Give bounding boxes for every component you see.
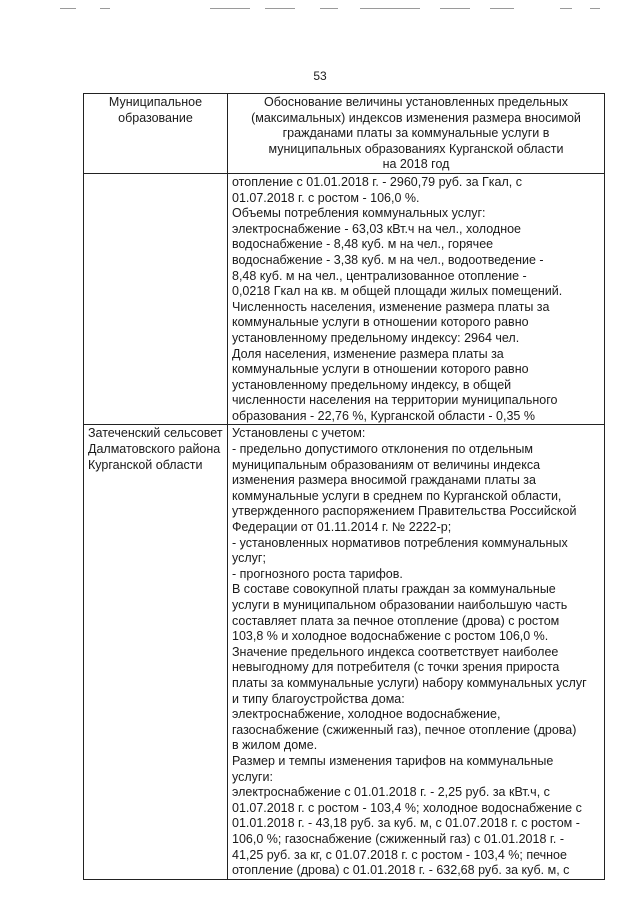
text-line: Численность населения, изменение размера платы за <box>232 299 550 314</box>
municipality-cell-empty <box>84 173 228 425</box>
text-line: Установлены с учетом: <box>232 426 366 441</box>
text-line: Затеченский сельсовет <box>88 426 223 441</box>
justification-cell <box>228 173 605 425</box>
text-line: услуги в муниципальном образовании наибольшую часть <box>232 598 568 612</box>
text-line: - прогнозного роста тарифов. <box>232 566 403 581</box>
text-line: Доля населения, изменение размера платы за <box>232 346 504 361</box>
table-header-row <box>84 94 605 174</box>
text-line: коммунальные услуги в среднем по Курганской области, <box>232 488 562 503</box>
header-col1-line: Муниципальное <box>108 95 203 109</box>
text-line: Объемы потребления коммунальных услуг: <box>232 206 486 221</box>
text-line: В составе совокупной платы граждан за коммунальные <box>232 582 556 597</box>
text-line: Значение предельного индекса соответствует наиболее <box>232 644 559 659</box>
text-line: электроснабжение, холодное водоснабжение, <box>232 707 501 722</box>
text-line: 8,48 куб. м на чел., централизованное отопление - <box>232 268 527 283</box>
header-col2-line: на 2018 год <box>382 157 450 172</box>
text-line: в жилом доме. <box>232 738 318 753</box>
text-line: установленному предельному индексу: 2964 чел. <box>232 330 520 345</box>
text-line: коммунальные услуги в отношении которого равно <box>232 315 529 330</box>
text-line: невыгодному для потребителя (с точки зрения прироста <box>232 660 560 675</box>
text-line: утвержденного распоряжением Правительства Российской <box>232 504 577 519</box>
text-line: 01.07.2018 г. с ростом - 106,0 %. <box>232 190 420 205</box>
justification-cell <box>228 425 605 879</box>
text-line: - установленных нормативов потребления коммунальных <box>232 535 568 550</box>
header-col1-line: образование <box>118 110 193 125</box>
header-col2-line: гражданами платы за коммунальные услуги в <box>282 126 550 141</box>
text-line: установленному предельному индексу, в общей <box>232 377 512 392</box>
header-col2-line: муниципальных образованиях Курганской области <box>268 141 564 156</box>
text-line: электроснабжение - 63,03 кВт.ч на чел., холодное <box>232 221 522 236</box>
text-line: изменения размера вносимой гражданами платы за <box>232 473 536 488</box>
text-line: - предельно допустимого отклонения по отдельным <box>232 442 534 457</box>
header-justification <box>228 94 605 174</box>
text-line: Федерации от 01.11.2014 г. № 2222-р; <box>232 520 452 535</box>
text-line: Курганской области <box>88 457 203 472</box>
text-line: водоснабжение - 3,38 куб. м на чел., водоотведение - <box>232 252 544 267</box>
scan-artifacts <box>60 4 600 14</box>
justification-table <box>83 93 605 880</box>
page-number: 53 <box>313 69 327 83</box>
text-line: 106,0 %; газоснабжение (сжиженный газ) с 01.01.2018 г. - <box>232 831 565 846</box>
text-line: составляет плата за печное отопление (дрова) с ростом <box>232 613 560 628</box>
text-line: услуги: <box>232 769 273 784</box>
text-line: 01.01.2018 г. - 43,18 руб. за куб. м, с 01.07.2018 г. с ростом - <box>232 816 580 831</box>
header-col2-line: Обоснование величины установленных предельных <box>264 95 568 109</box>
text-line: коммунальные услуги в отношении которого равно <box>232 362 529 377</box>
text-line: муниципальным образованиям от величины индекса <box>232 457 541 472</box>
text-line: отопление с 01.01.2018 г. - 2960,79 руб. за Гкал, с <box>232 174 522 189</box>
text-line: Размер и темпы изменения тарифов на коммунальные <box>232 753 554 768</box>
text-line: водоснабжение - 8,48 куб. м на чел., горячее <box>232 237 494 252</box>
text-line: образования - 22,76 %, Курганской области - 0,35 % <box>232 408 535 423</box>
text-line: газоснабжение (сжиженный газ), печное отопление (дрова) <box>232 722 577 737</box>
text-line: услуг; <box>232 551 266 566</box>
text-line: Далматовского района <box>88 442 221 457</box>
header-municipality <box>84 94 228 174</box>
text-line: 0,0218 Гкал на кв. м общей площади жилых помещений. <box>232 284 563 299</box>
header-col2-line: (максимальных) индексов изменения размера вносимой <box>251 110 581 125</box>
text-line: платы за коммунальные услуги) набору коммунальных услуг <box>232 675 587 690</box>
text-line: численности населения на территории муниципального <box>232 393 558 408</box>
text-line: 01.07.2018 г. с ростом - 103,4 %; холодное водоснабжение с <box>232 800 582 815</box>
text-line: 103,8 % и холодное водоснабжение с ростом 106,0 %. <box>232 629 549 644</box>
text-line: электроснабжение с 01.01.2018 г. - 2,25 руб. за кВт.ч, с <box>232 785 550 800</box>
text-line: 41,25 руб. за кг, с 01.07.2018 г. с ростом - 103,4 %; печное <box>232 847 567 862</box>
table-row-zatechensky <box>84 425 605 879</box>
municipality-cell <box>84 425 228 879</box>
text-line: отопление (дрова) с 01.01.2018 г. - 632,68 руб. за куб. м, с <box>232 863 570 878</box>
table-row-continuation <box>84 173 605 425</box>
text-line: и типу благоустройства дома: <box>232 691 405 706</box>
